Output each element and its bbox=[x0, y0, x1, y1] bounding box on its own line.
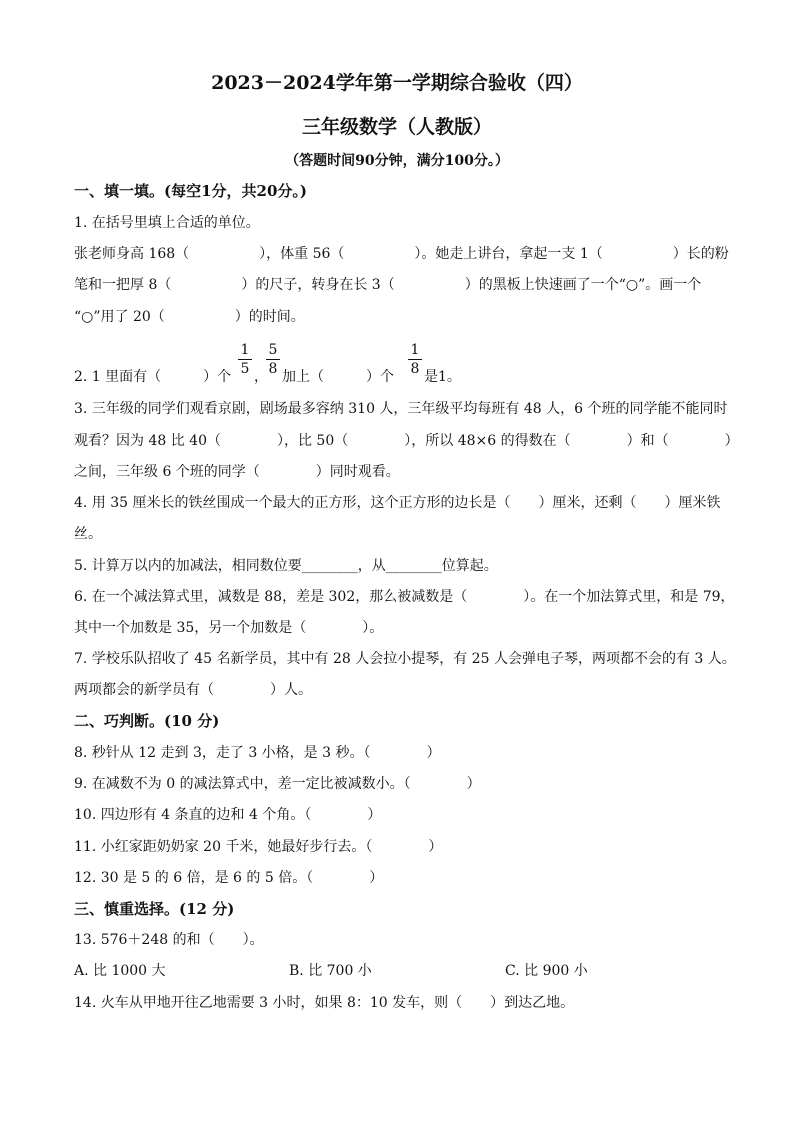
question-10: 10. 四边形有 4 条直的边和 4 个角。（ ） bbox=[74, 807, 382, 823]
exam-note: （答题时间90分钟，满分100分。） bbox=[285, 153, 509, 169]
fraction-numerator: 1 bbox=[410, 342, 420, 358]
question-1-intro: 1. 在括号里填上合适的单位。 bbox=[74, 215, 260, 231]
question-13: 13. 576＋248 的和（ ）。 bbox=[74, 932, 264, 948]
question-5: 5. 计算万以内的加减法，相同数位要________，从________位算起。 bbox=[74, 558, 498, 574]
option-b: B. 比 700 小 bbox=[289, 963, 372, 979]
question-8: 8. 秒针从 12 走到 3，走了 3 小格，是 3 秒。（ ） bbox=[74, 745, 441, 761]
question-4-line-2: 丝。 bbox=[74, 526, 102, 542]
question-6-line-1: 6. 在一个减法算式里，减数是 88，差是 302，那么被减数是（ ）。在一个加法算式里，和是 79， bbox=[74, 589, 735, 605]
fraction-denominator: 8 bbox=[268, 361, 278, 377]
question-1-line-2: 笔和一把厚 8（ ）的尺子，转身在长 3（ ）的黑板上快速画了一个“○”。画一个 bbox=[74, 277, 702, 293]
exam-title: 2023－2024学年第一学期综合验收（四） bbox=[211, 72, 583, 94]
question-7-line-2: 两项都会的新学员有（ ）人。 bbox=[74, 682, 312, 698]
fraction-denominator: 5 bbox=[240, 361, 250, 377]
section-3-heading: 三、慎重选择。(12 分) bbox=[74, 900, 235, 918]
section-2-heading: 二、巧判断。(10 分) bbox=[74, 712, 220, 730]
question-2-part-b: 加上（ ）个 bbox=[282, 369, 394, 385]
option-c: C. 比 900 小 bbox=[505, 963, 588, 979]
question-3-line-2: 观看？因为 48 比 40（ ），比 50（ ），所以 48×6 的得数在（ ）和（ ） bbox=[74, 433, 739, 449]
fraction-denominator: 8 bbox=[410, 361, 420, 377]
question-4-line-1: 4. 用 35 厘米长的铁丝围成一个最大的正方形，这个正方形的边长是（ ）厘米，还剩（ ）厘米铁 bbox=[74, 495, 721, 511]
question-14: 14. 火车从甲地开往乙地需要 3 小时，如果 8：10 发车，则（ ）到达乙地。 bbox=[74, 995, 575, 1011]
question-12: 12. 30 是 5 的 6 倍，是 6 的 5 倍。（ ） bbox=[74, 870, 384, 886]
question-3-line-1: 3. 三年级的同学们观看京剧，剧场最多容纳 310 人，三年级平均每班有 48 人，6 个班的同学能不能同时 bbox=[74, 401, 728, 417]
question-2-part-a: 2. 1 里面有（ ）个 bbox=[74, 369, 232, 385]
fraction-five-eighths bbox=[266, 342, 280, 377]
fraction-one-eighth bbox=[408, 342, 422, 377]
fraction-numerator: 5 bbox=[268, 342, 278, 358]
exam-subtitle: 三年级数学（人教版） bbox=[301, 116, 492, 138]
fraction-numerator: 1 bbox=[240, 342, 250, 358]
question-11: 11. 小红家距奶奶家 20 千米，她最好步行去。（ ） bbox=[74, 839, 443, 855]
question-7-line-1: 7. 学校乐队招收了 45 名新学员，其中有 28 人会拉小提琴，有 25 人会弹电子琴，两项都不会的有 3 人。 bbox=[74, 651, 736, 667]
question-1-line-3: “○”用了 20（ ）的时间。 bbox=[74, 309, 305, 325]
question-1-line-1: 张老师身高 168（ ），体重 56（ ）。她走上讲台，拿起一支 1（ ）长的粉 bbox=[74, 246, 729, 262]
fraction-one-fifth bbox=[238, 342, 252, 377]
exam-page: 2023－2024学年第一学期综合验收（四） 三年级数学（人教版） （答题时间90分钟，满分100分。） 一、填一填。(每空1分，共20分。) 1. 在括号里填上合适的单位。 张老师身高 168（ ），体重 56（ ）。她走上讲台，拿起一支 1（ ）长的粉 笔和一把厚 8（ ）的尺子，转身在长 3（ ）的黑板上快速画了一个“○”。画一个 “○”用了 20（ ）的时间。 2. 1 里面有（ ）个 1 5 ， 5 8 加上（ ）个 1 8 是1。 3. 三年级的同学们观看京剧，剧场最多容纳 310 人，三年级平均每班有 48 人，6 个班的同学能不能同时 观看？因为 48 比 40（ ），比 50（ ），所以 48×6 的得数在（ ）和（ ） 之间，三年级 6 个班的同学（ ）同时观看。 4. 用 35 厘米长的铁丝围成一个最大的正方形，这个正方形的边长是（ ）厘米，还剩（ ）厘米铁 丝。 5. 计算万以内的加减法，相同数位要________，从________位算起。 6. 在一个减法算式里，减数是 88，差是 302，那么被减数是（ ）。在一个加法算式里，和是 79， 其中一个加数是 35，另一个加数是（ ）。 7. 学校乐队招收了 45 名新学员，其中有 28 人会拉小提琴，有 25 人会弹电子琴，两项都不会的有 3 人。 两项都会的新学员有（ ）人。 二、巧判断。(10 分) 8. 秒针从 12 走到 3，走了 3 小格，是 3 秒。（ ） 9. 在减数不为 0 的减法算式中，差一定比被减数小。（ ） 10. 四边形有 4 条直的边和 4 个角。（ ） 11. 小红家距奶奶家 20 千米，她最好步行去。（ ） 12. 30 是 5 的 6 倍，是 6 的 5 倍。（ ） 三、慎重选择。(12 分) 13. 576＋248 的和（ ）。 A. 比 1000 大 B. 比 700 小 C. 比 900 小 14. 火车从甲地开往乙地需要 3 小时，如果 8：10 发车，则（ ）到达乙地。 bbox=[0, 0, 794, 1123]
question-3-line-3: 之间，三年级 6 个班的同学（ ）同时观看。 bbox=[74, 464, 400, 480]
section-1-heading: 一、填一填。(每空1分，共20分。) bbox=[74, 182, 308, 200]
question-6-line-2: 其中一个加数是 35，另一个加数是（ ）。 bbox=[74, 620, 384, 636]
option-a: A. 比 1000 大 bbox=[74, 963, 166, 979]
question-9: 9. 在减数不为 0 的减法算式中，差一定比被减数小。（ ） bbox=[74, 776, 481, 792]
question-2-part-c: 是1。 bbox=[424, 369, 461, 385]
